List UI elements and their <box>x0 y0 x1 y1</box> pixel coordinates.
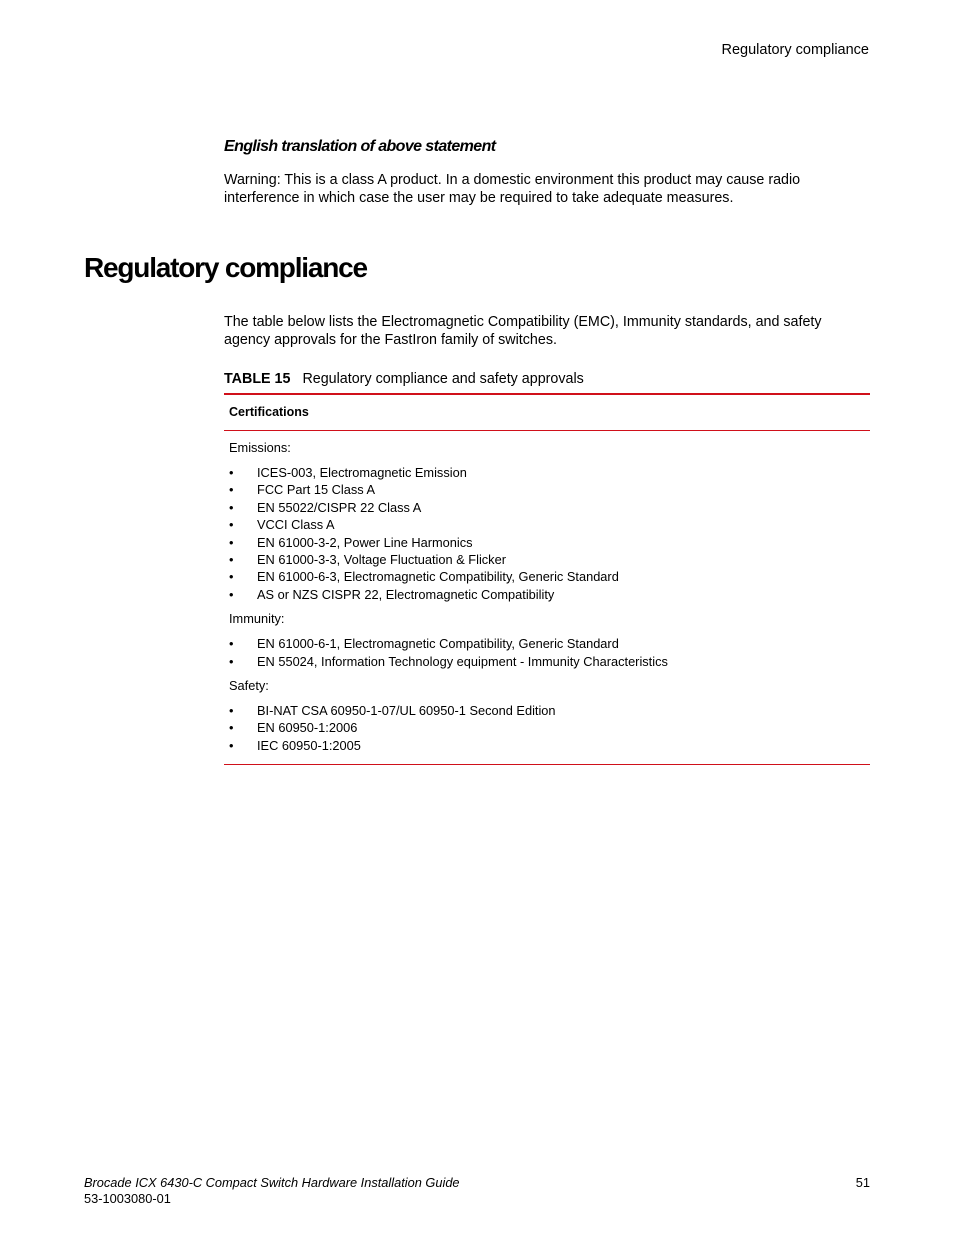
footer-guide-title: Brocade ICX 6430-C Compact Switch Hardware Installation Guide <box>84 1175 460 1190</box>
bullet-icon: • <box>229 569 234 585</box>
list-item: • EN 61000-3-2, Power Line Harmonics <box>229 534 473 550</box>
table-caption <box>224 370 584 388</box>
group-label-safety: Safety: <box>229 678 269 694</box>
page-footer <box>84 1175 870 1207</box>
group-label-immunity: Immunity: <box>229 611 285 627</box>
translation-heading: English translation of above statement <box>224 138 496 155</box>
safety-list <box>229 702 870 754</box>
section-title: Regulatory compliance <box>84 252 367 283</box>
table-bottom-rule <box>224 764 870 765</box>
group-label-emissions: Emissions: <box>229 440 291 455</box>
bullet-icon: • <box>229 737 234 753</box>
table-caption-text: Regulatory compliance and safety approvals <box>302 371 584 387</box>
list-item: • BI-NAT CSA 60950-1-07/UL 60950-1 Second Edition <box>229 703 556 719</box>
list-item: • AS or NZS CISPR 22, Electromagnetic Compatibility <box>229 586 555 602</box>
list-item: • EN 61000-3-3, Voltage Fluctuation & Flicker <box>229 552 506 568</box>
table-caption-label: TABLE 15 <box>224 371 291 387</box>
list-item: • IEC 60950-1:2005 <box>229 737 361 753</box>
bullet-icon: • <box>229 586 234 602</box>
table-cell <box>224 431 870 754</box>
certifications-table <box>224 393 870 765</box>
bullet-icon: • <box>229 720 234 736</box>
bullet-icon: • <box>229 552 234 568</box>
running-header: Regulatory compliance <box>721 42 869 58</box>
list-item: • ICES-003, Electromagnetic Emission <box>229 465 467 480</box>
list-item: • EN 61000-6-1, Electromagnetic Compatibility, Generic Standard <box>229 636 619 652</box>
bullet-icon: • <box>229 465 234 480</box>
table-column-header: Certifications <box>229 405 309 419</box>
section-intro: The table below lists the Electromagnetic Compatibility (EMC), Immunity standards, and safety agency approvals for the FastIron family of switches. <box>224 314 822 348</box>
list-item: • VCCI Class A <box>229 517 335 533</box>
translation-text: Warning: This is a class A product. In a domestic environment this product may cause radio interference in which case the user may be required to take adequate measures. <box>224 172 801 206</box>
list-item: • EN 61000-6-3, Electromagnetic Compatibility, Generic Standard <box>229 569 619 585</box>
page-number: 51 <box>855 1175 870 1190</box>
bullet-icon: • <box>229 703 234 719</box>
bullet-icon: • <box>229 534 234 550</box>
footer-doc-number: 53-1003080-01 <box>84 1191 171 1206</box>
bullet-icon: • <box>229 499 234 515</box>
list-item: • FCC Part 15 Class A <box>229 482 376 498</box>
bullet-icon: • <box>229 653 234 669</box>
bullet-icon: • <box>229 517 234 533</box>
list-item: • EN 55024, Information Technology equipment - Immunity Characteristics <box>229 653 668 669</box>
bullet-icon: • <box>229 636 234 652</box>
bullet-icon: • <box>229 482 234 498</box>
list-item: • EN 55022/CISPR 22 Class A <box>229 499 422 515</box>
list-item: • EN 60950-1:2006 <box>229 720 358 736</box>
emissions-list <box>229 464 870 603</box>
immunity-list <box>229 635 870 670</box>
